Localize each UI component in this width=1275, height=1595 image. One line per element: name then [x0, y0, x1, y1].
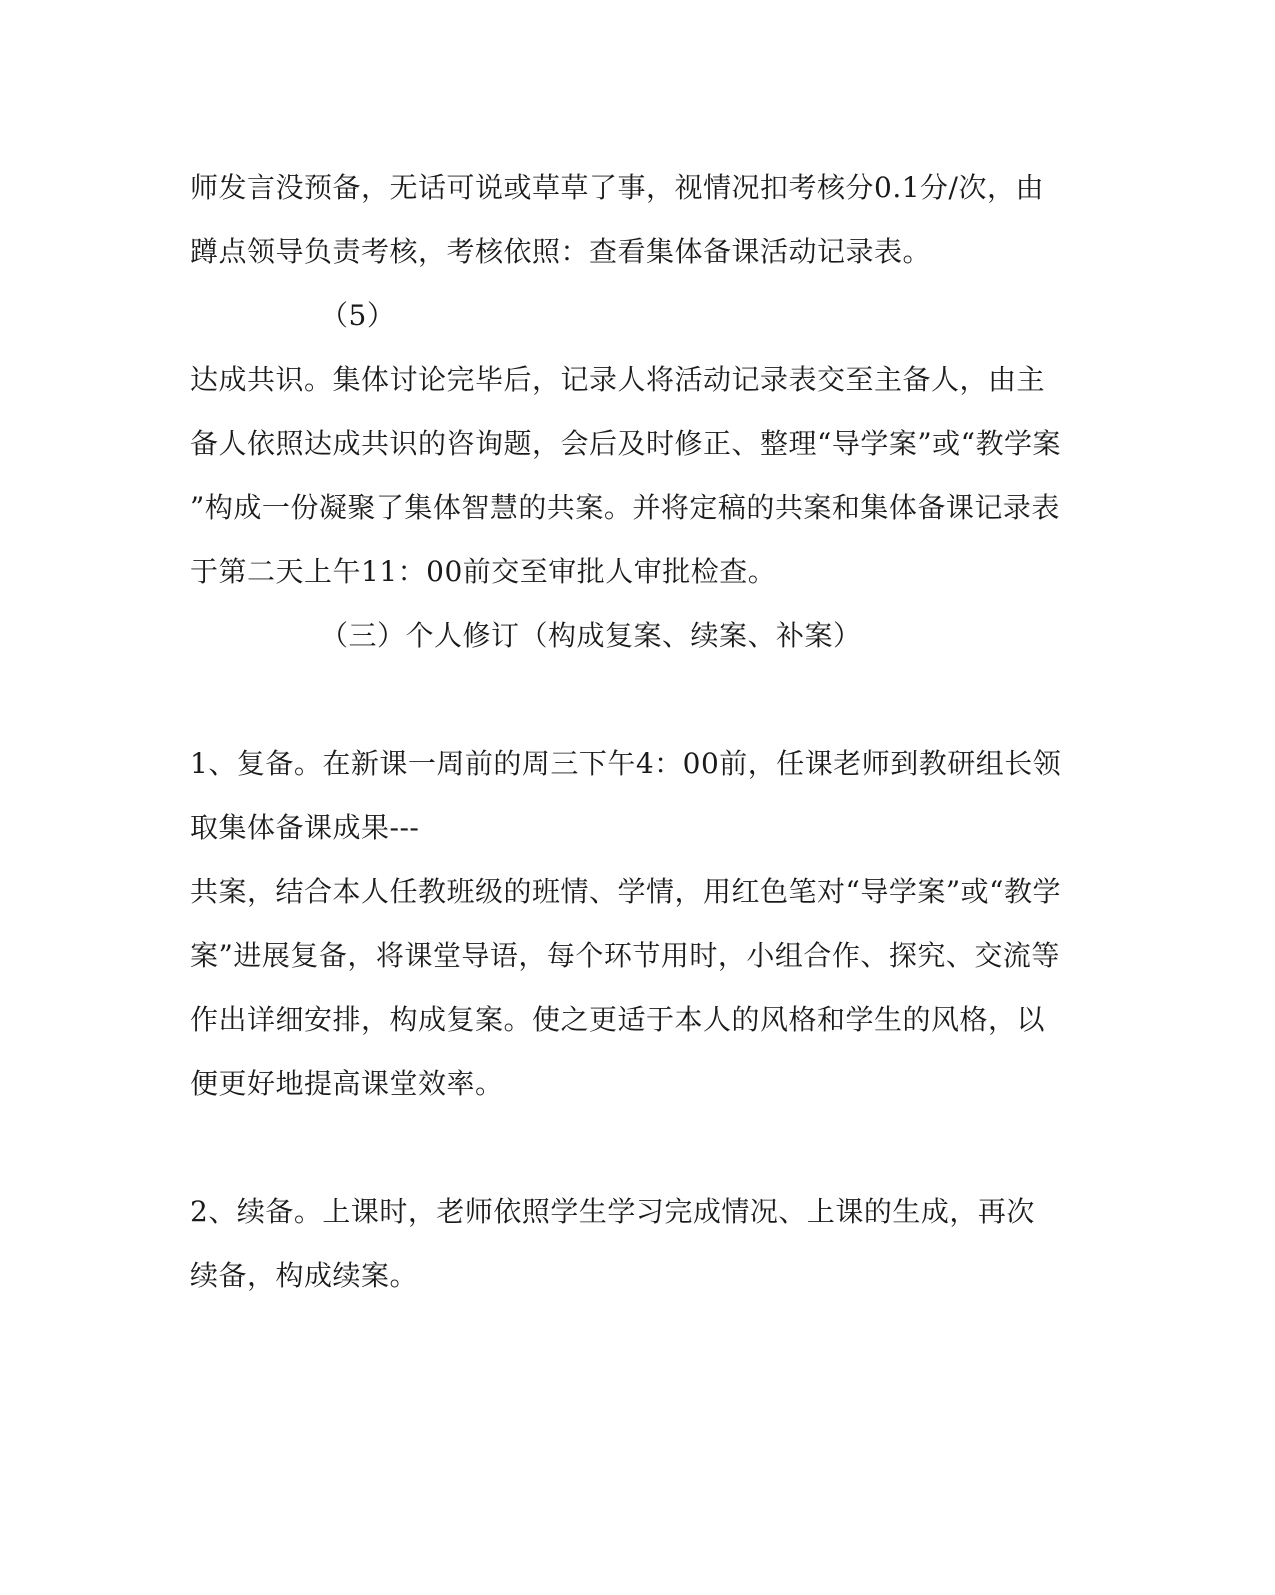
paragraph-line: 作出详细安排，构成复案。使之更适于本人的风格和学生的风格，以 [190, 1003, 1046, 1036]
paragraph-line: ”构成一份凝聚了集体智慧的共案。并将定稿的共案和集体备课记录表 [190, 491, 1060, 524]
paragraph-line: 2、续备。上课时，老师依照学生学习完成情况、上课的生成，再次 [190, 1195, 1035, 1228]
paragraph-line: 1、复备。在新课一周前的周三下午4：00前，任课老师到教研组长领 [190, 747, 1062, 780]
item-number: （5） [320, 299, 396, 332]
paragraph-line: 共案，结合本人任教班级的班情、学情，用红色笔对“导学案”或“教学 [190, 875, 1061, 908]
paragraph-line: 师发言没预备，无话可说或草草了事，视情况扣考核分0.1分/次，由 [190, 171, 1044, 204]
paragraph-line: 于第二天上午11：00前交至审批人审批检查。 [190, 555, 777, 588]
paragraph-line: 案”进展复备，将课堂导语，每个环节用时，小组合作、探究、交流等 [190, 939, 1060, 972]
paragraph-line: 达成共识。集体讨论完毕后，记录人将活动记录表交至主备人，由主 [190, 363, 1046, 396]
section-heading: （三）个人修订（构成复案、续案、补案） [320, 619, 862, 652]
paragraph-line: 蹲点领导负责考核，考核依照：查看集体备课活动记录表。 [190, 235, 932, 268]
paragraph-line: 续备，构成续案。 [190, 1259, 419, 1292]
paragraph-line: 备人依照达成共识的咨询题，会后及时修正、整理“导学案”或“教学案 [190, 427, 1061, 460]
paragraph-line: 便更好地提高课堂效率。 [190, 1067, 504, 1100]
paragraph-line: 取集体备课成果--- [190, 811, 420, 844]
